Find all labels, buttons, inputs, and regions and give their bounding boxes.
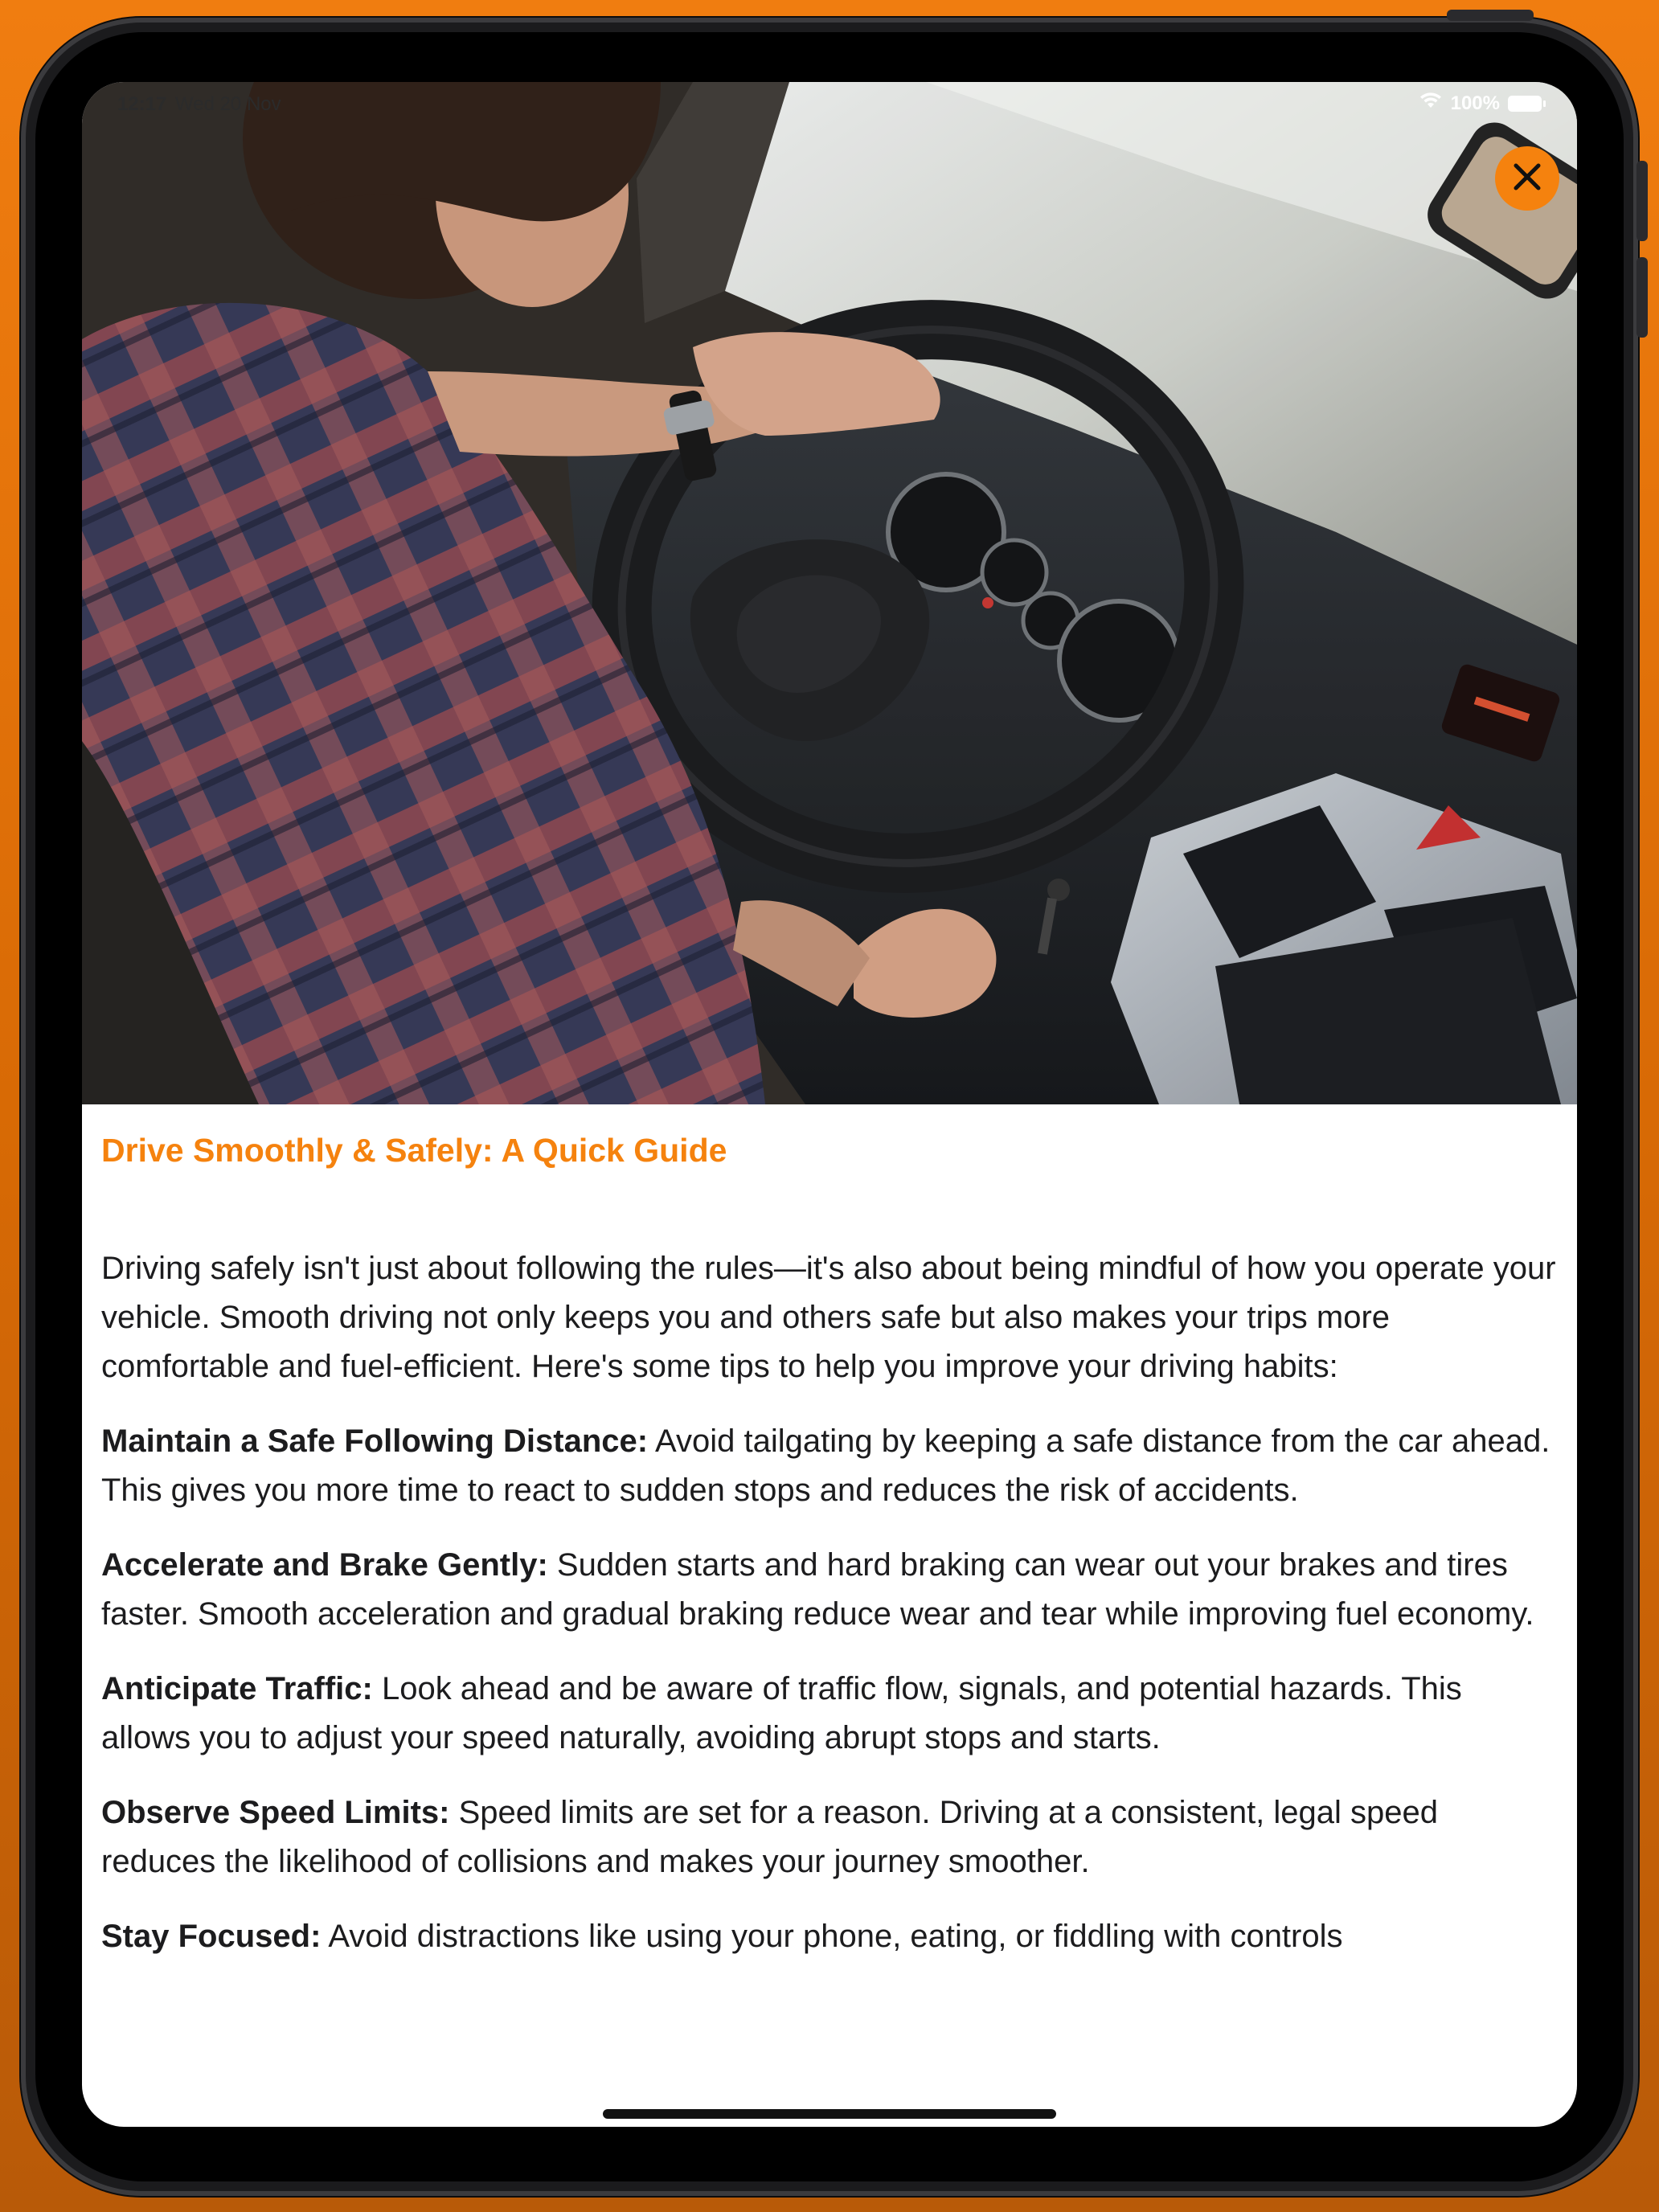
article-intro: Driving safely isn't just about following the rules—it's also about being mindful of how you operate your vehicle. Smooth driving not only keeps you and others safe but also makes your trips more comfortable and fuel-efficient. Here's some tips to help you improve your driving habits: [101,1251,1556,1384]
screen [82,82,1577,2127]
status-date: Wed 20 Nov [175,93,281,115]
tip-text: Avoid tailgating by keeping a safe distance from the car ahead. This gives you more time to react to sudden stops and reduces the risk of accidents. [101,1423,1550,1508]
tip-heading: Observe Speed Limits: [101,1795,450,1830]
tip-paragraph [101,1665,1558,1763]
tip-heading: Stay Focused: [101,1919,322,1954]
close-icon [1509,159,1545,199]
battery-percentage: 100% [1450,92,1500,114]
status-right-group [1419,92,1542,115]
volume-down-button [1636,257,1648,338]
hero-image [82,82,1577,1104]
driver-at-steering-wheel-photo [82,82,1577,1104]
home-indicator[interactable] [603,2109,1056,2119]
article-content [101,1104,1558,1961]
tip-heading: Anticipate Traffic: [101,1671,373,1706]
status-bar [82,82,1577,122]
close-button[interactable] [1495,146,1559,211]
volume-up-button [1636,161,1648,241]
tip-heading: Accelerate and Brake Gently: [101,1547,548,1583]
tip-text: Avoid distractions like using your phone, eating, or fiddling with controls [321,1919,1343,1954]
tip-paragraph [101,1541,1558,1639]
article-title: Drive Smoothly & Safely: A Quick Guide [101,1132,727,1169]
tip-text: Sudden starts and hard braking can wear out your brakes and tires faster. Smooth acceleration and gradual braking reduce wear and tear while improving fuel economy. [101,1547,1534,1632]
tip-paragraph [101,1417,1558,1515]
tip-heading: Maintain a Safe Following Distance: [101,1423,649,1459]
wifi-icon [1419,92,1443,115]
tip-paragraph [101,1912,1558,1961]
tip-paragraph [101,1788,1558,1886]
top-button [1447,10,1534,21]
tip-text: Speed limits are set for a reason. Driving at a consistent, legal speed reduces the likelihood of collisions and makes your journey smoother. [101,1795,1439,1879]
battery-icon [1508,96,1542,112]
tip-text: Look ahead and be aware of traffic flow, signals, and potential hazards. This allows you to adjust your speed naturally, avoiding abrupt stops and starts. [101,1671,1462,1755]
status-time: 12:17 [117,93,167,115]
